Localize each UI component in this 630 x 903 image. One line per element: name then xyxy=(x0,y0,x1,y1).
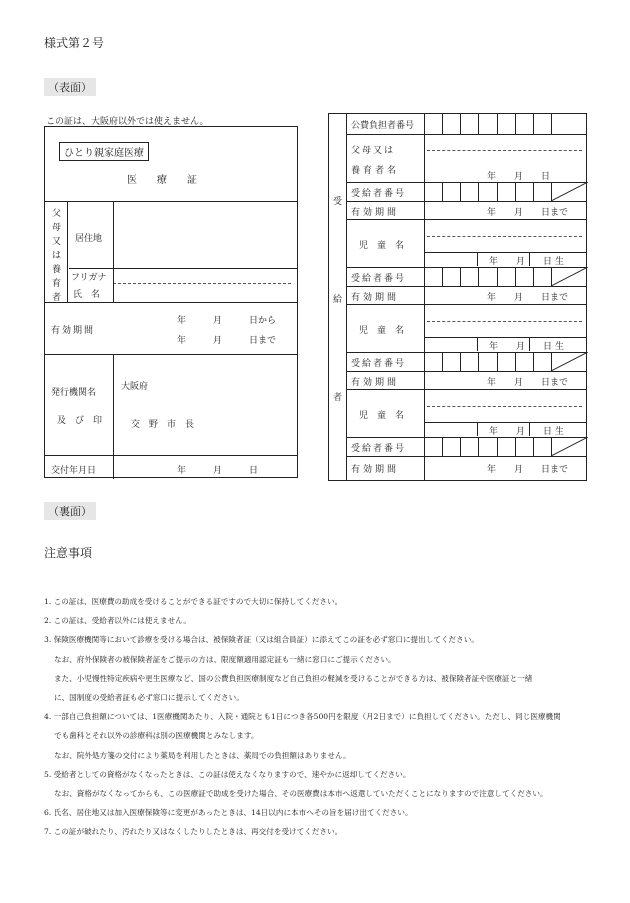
note-line: 3. 保険医療機関等において診療を受ける場合は、被保険者証（又は組合員証）に添えてこの証を必ず窓口に提出してください。 xyxy=(44,635,479,645)
note-line: なお、資格がなくなってからも、この医療証で助成を受けた場合、その医療費は本市へ返還していただくことになりますので注意してください。 xyxy=(54,789,548,799)
validity-label-4: 有効期間 xyxy=(351,465,400,475)
issuer-label: 発行機関名 xyxy=(51,388,97,398)
validity-to: 年 月 日まで xyxy=(177,336,277,346)
note-line: 1. この証は、医療費の助成を受けることができる証ですので大切に保持してください。 xyxy=(44,597,343,606)
child-name-label-1: 児 童 名 xyxy=(359,241,405,251)
child-name-label-2: 児 童 名 xyxy=(359,326,405,336)
note-line: でも歯科とそれ以外の診療科は別の医療機関とみなします。 xyxy=(54,731,259,741)
note-line: なお、院外処方箋の交付により薬局を利用したときは、薬局での負担額はありません。 xyxy=(54,750,351,760)
address-label: 居住地 xyxy=(75,234,103,244)
recipient-vertical-3: 者 xyxy=(333,393,343,403)
birth-1: 年 月 日 生 xyxy=(489,257,564,267)
recipient-no-label-2: 受給者番号 xyxy=(351,274,407,284)
furigana-label: フリガナ xyxy=(71,273,107,283)
name-label: 氏 名 xyxy=(73,290,101,300)
guardian-label-2: 養育者名 xyxy=(351,166,400,176)
validity-from: 年 月 日から xyxy=(177,316,277,326)
note-line: 5. 受給者としての資格がなくなったときは、この証は使えなくなりますので、速やかに返却してください。 xyxy=(44,769,411,779)
front-side-label: （表面） xyxy=(44,78,96,96)
validity-value-2: 年 月 日まで xyxy=(487,293,569,303)
recipient-no-label-4: 受給者番号 xyxy=(351,444,407,454)
validity-label: 有効期間 xyxy=(51,326,96,336)
issue-date-label: 交付年月日 xyxy=(51,466,97,476)
recipient-no-label-3: 受給者番号 xyxy=(351,359,407,369)
note-line: 4. 一部自己負担額については、1医療機関あたり、入院・通院とも1日につき各500円を限度（月2日まで）に負担してください。ただし、同じ医療機関 xyxy=(44,712,561,722)
usage-notice: この証は、大阪府以外では使えません。 xyxy=(46,117,209,127)
issue-date-value: 年 月 日 xyxy=(177,466,259,476)
certificate-type-badge: ひとり親家庭医療 xyxy=(59,142,149,161)
validity-label-2: 有効期間 xyxy=(351,293,400,303)
guardian-vertical-label: 父母又は養育者 xyxy=(52,209,62,303)
validity-value-4: 年 月 日まで xyxy=(487,465,569,475)
birth-3: 年 月 日 生 xyxy=(489,427,564,437)
form-number: 様式第２号 xyxy=(44,36,105,50)
seal-label: 及 び 印 xyxy=(57,416,103,426)
note-line: 2. この証は、受給者以外には使えません。 xyxy=(44,616,191,626)
note-line: なお、府外保険者の被保険者証をご提示の方は、限度額適用認定証も一緒に窓口にご提示ください。 xyxy=(54,654,396,664)
medical-certificate xyxy=(44,126,298,478)
recipient-table xyxy=(328,113,587,481)
recipient-vertical-2: 給 xyxy=(333,295,343,305)
issuer-name: 交 野 市 長 xyxy=(131,420,195,430)
note-line: 6. 氏名、居住地又は加入医療保険等に変更があったときは、14日以内に本市へその旨を届け出てください。 xyxy=(44,808,413,818)
note-line: に、国制度の受給者証も必ず窓口に提示してください。 xyxy=(54,693,244,703)
child-name-label-3: 児 童 名 xyxy=(359,411,405,421)
back-side-label: （裏面） xyxy=(44,502,96,520)
notes-title: 注意事項 xyxy=(44,546,93,560)
notes-list xyxy=(44,592,604,842)
certificate-title: 医 療 証 xyxy=(127,175,197,186)
validity-value-3: 年 月 日まで xyxy=(487,378,569,388)
recipient-vertical-1: 受 xyxy=(333,197,343,207)
note-line: また、小児慢性特定疾病や更生医療など、国の公費負担医療制度など自己負担の軽減を受けることができる方は、被保険者証や医療証と一緒 xyxy=(54,673,533,683)
validity-label-3: 有効期間 xyxy=(351,378,400,388)
validity-value-1: 年 月 日まで xyxy=(487,208,569,218)
guardian-date: 年 月 日 xyxy=(487,172,551,182)
recipient-no-label-1: 受給者番号 xyxy=(351,189,407,199)
issuer-prefecture: 大阪府 xyxy=(121,382,149,392)
guardian-label-1: 父母又は xyxy=(351,146,396,156)
public-payer-label: 公費負担者番号 xyxy=(351,121,415,131)
validity-label-1: 有効期間 xyxy=(351,208,400,218)
note-line: 7. この証が破れたり、汚れたり又はなくしたりしたときは、再交付を受けてください。 xyxy=(44,827,343,837)
birth-2: 年 月 日 生 xyxy=(489,342,564,352)
